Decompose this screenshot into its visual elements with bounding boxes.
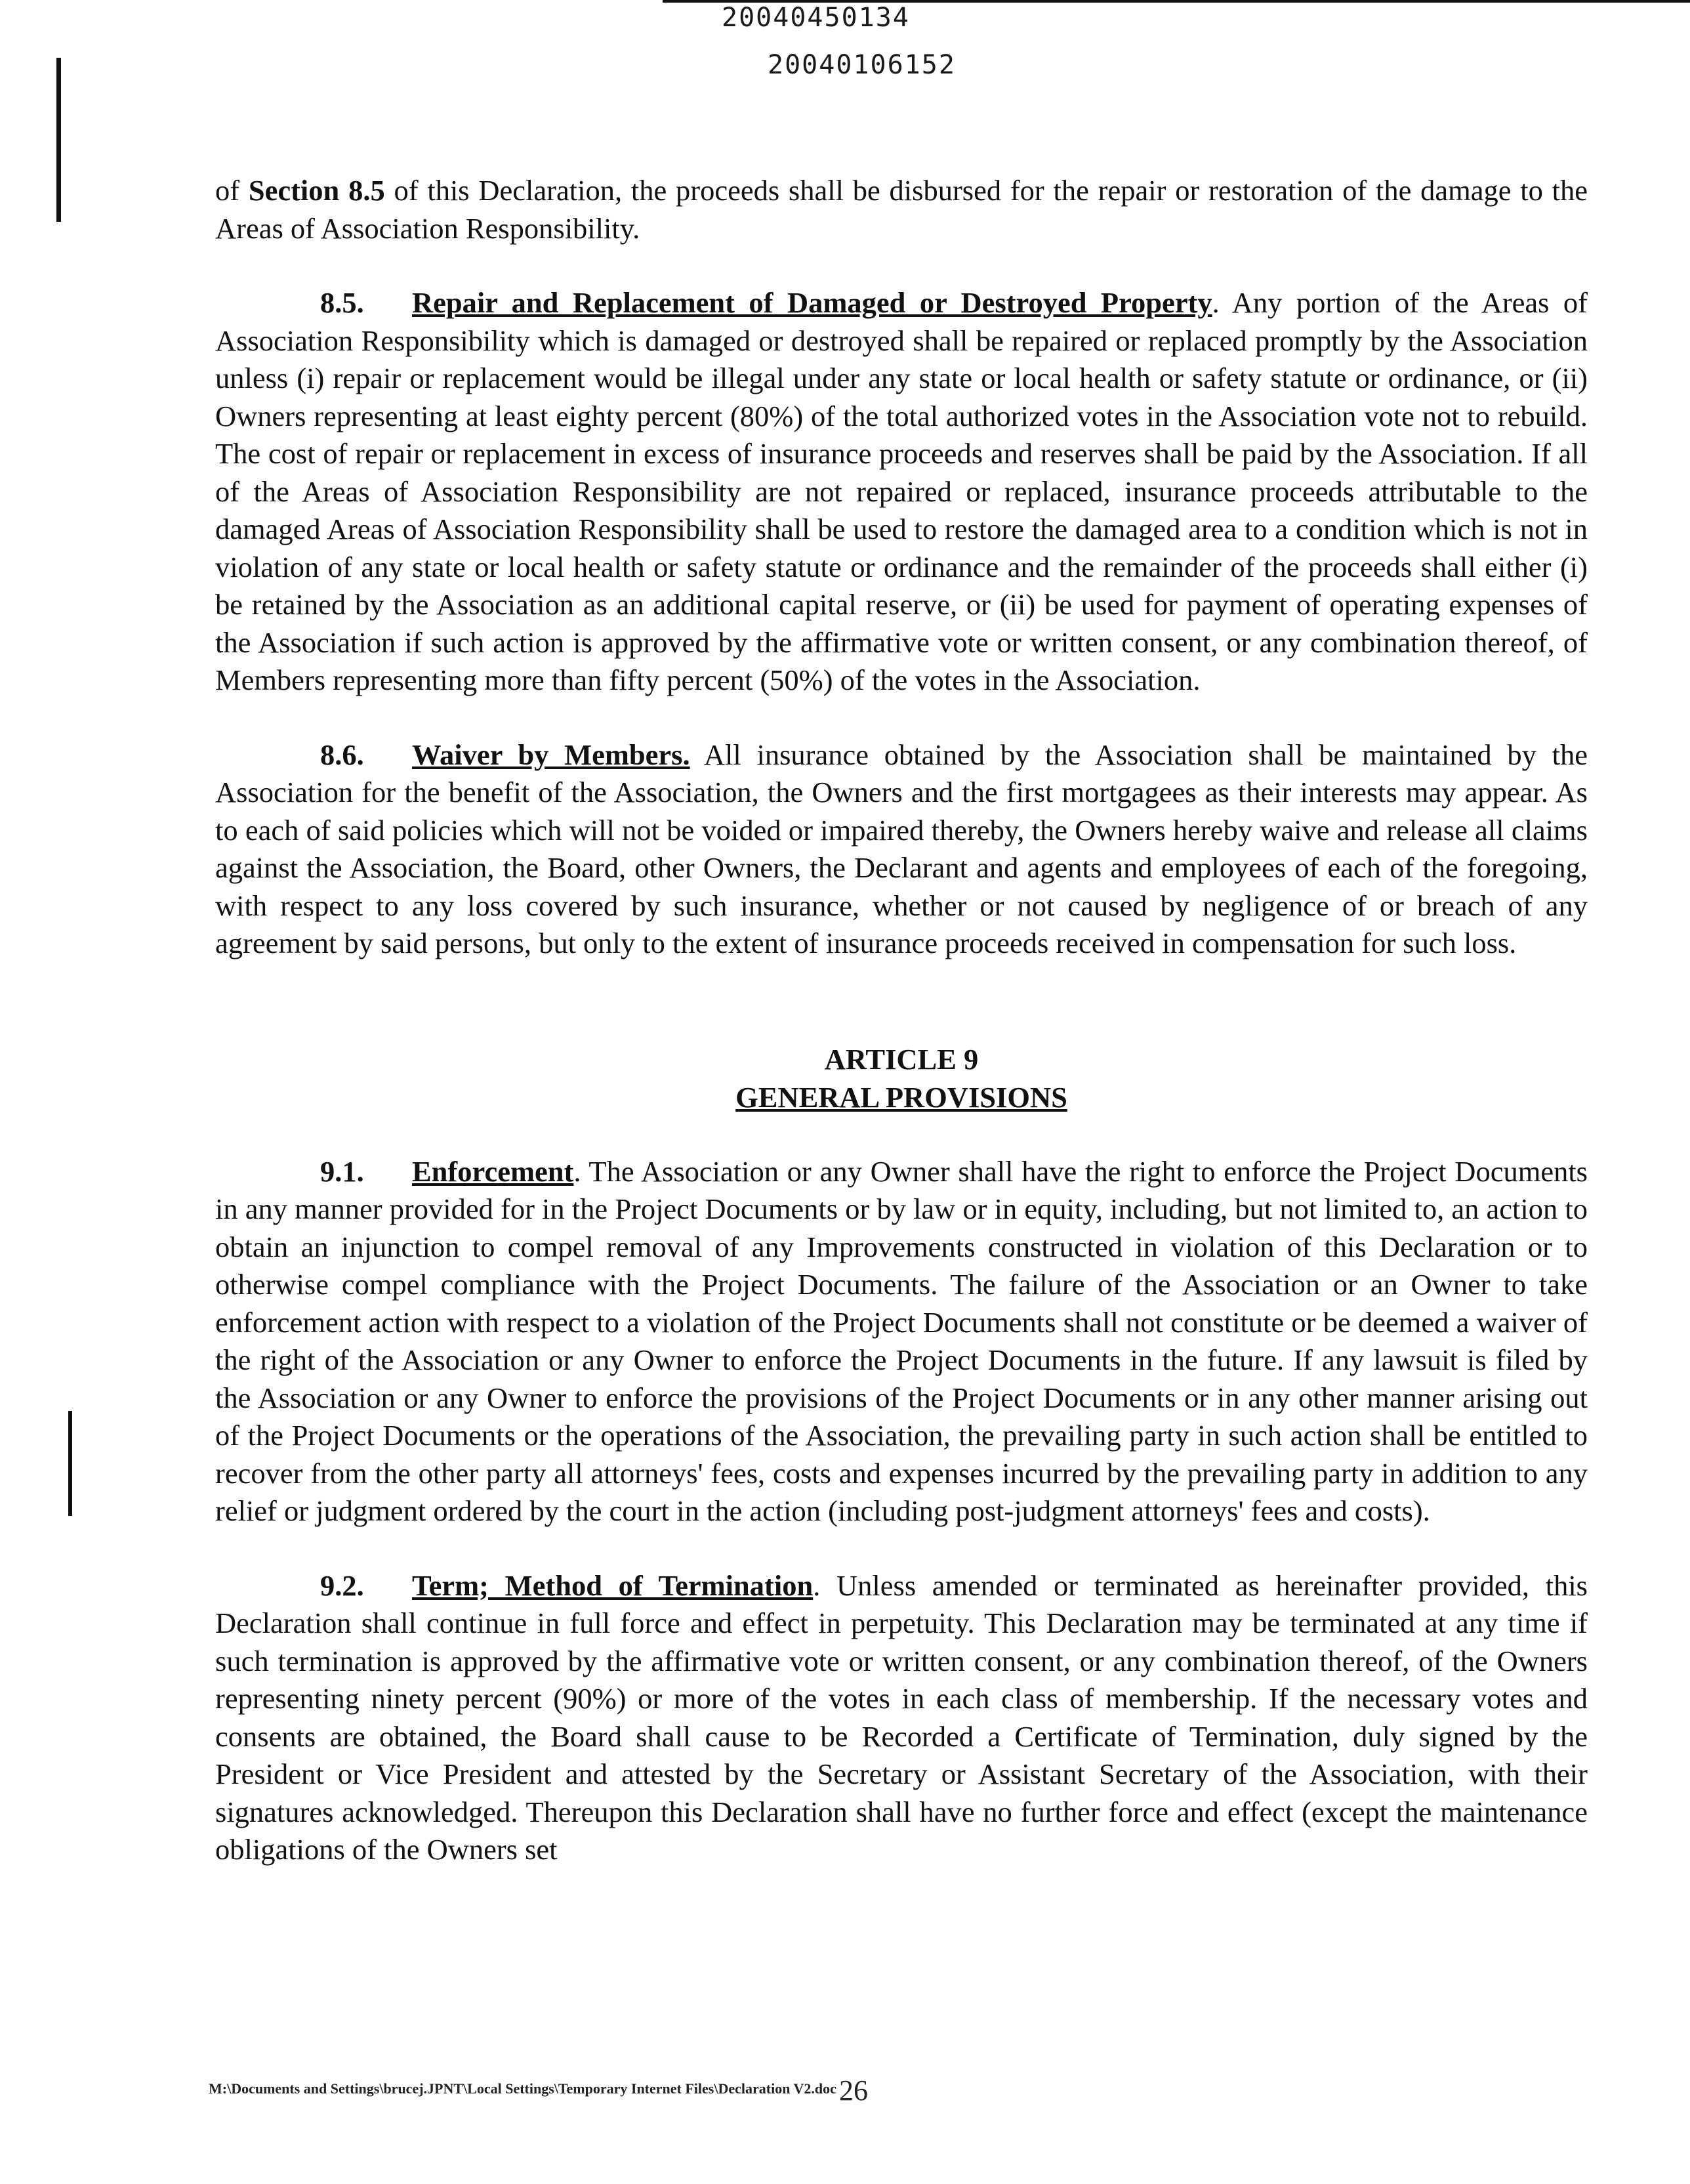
- section-8-6: [215, 736, 1588, 963]
- article-title: GENERAL PROVISIONS: [735, 1080, 1067, 1114]
- section-number: 9.2.: [320, 1568, 364, 1602]
- recording-number-stamp: 20040106152: [768, 50, 956, 80]
- article-heading-block: [215, 1040, 1588, 1116]
- scan-margin-mark: [68, 1411, 72, 1516]
- section-number: 8.5.: [320, 286, 364, 319]
- section-title: Repair and Replacement of Damaged or Destroyed Property: [412, 286, 1212, 319]
- article-label: ARTICLE 9: [824, 1042, 979, 1076]
- section-number: 8.6.: [320, 738, 364, 771]
- section-title: Waiver by Members.: [412, 738, 690, 771]
- section-body: All insurance obtained by the Association shall be maintained by the Association for the benefit of the Association, the Owners and the first mortgagees as their interests may appear. As to each of said policies which will not be voided or impaired thereby, the Owners hereby waive and release all claims against the Association, the Board, other Owners, the Declarant and agents and employees of each of the foregoing, with respect to any loss covered by such insurance, whether or not caused by negligence of or breach of any agreement by said persons, but only to the extent of insurance proceeds received in compensation for such loss.: [215, 738, 1588, 959]
- section-9-2: [215, 1567, 1588, 1869]
- section-8-5: [215, 284, 1588, 700]
- section-body: . Unless amended or terminated as hereinafter provided, this Declaration shall continue in full force and effect in perpetuity. This Declaration may be terminated at any time if such termination is approved by the affirmative vote or written consent, or any combination thereof, of the Owners representing ninety percent (90%) or more of the votes in each class of membership. If the necessary votes and consents are obtained, the Board shall cause to be Recorded a Certificate of Termination, duly signed by the President or Vice President and attested by the Secretary or Assistant Secretary of the Association, with their signatures acknowledged. Thereupon this Declaration shall have no further force and effect (except the maintenance obligations of the Owners set: [215, 1568, 1588, 1866]
- section-body: . The Association or any Owner shall have the right to enforce the Project Documents in any manner provided for in the Project Documents or by law or in equity, including, but not limited to, an action to obtain an injunction to compel removal of any Improvements constructed in violation of this Declaration or to otherwise compel compliance with the Project Documents. The failure of the Association or an Owner to take enforcement action with respect to a violation of the Project Documents shall not constitute or be deemed a waiver of the right of the Association or any Owner to enforce the Project Documents in the future. If any lawsuit is filed by the Association or any Owner to enforce the provisions of the Project Documents or in any other manner arising out of the Project Documents or the operations of the Association, the prevailing party in such action shall be entitled to recover from the other party all attorneys' fees, costs and expenses incurred by the prevailing party in addition to any relief or judgment ordered by the court in the action (including post-judgment attorneys' fees and costs).: [215, 1154, 1588, 1527]
- file-path: M:\Documents and Settings\brucej.JPNT\Local Settings\Temporary Internet Files\Declaration V2.doc: [209, 2080, 836, 2097]
- section-reference: Section 8.5: [248, 174, 385, 207]
- section-number: 9.1.: [320, 1154, 364, 1188]
- section-9-1: [215, 1153, 1588, 1530]
- section-title: Enforcement: [412, 1154, 574, 1188]
- continuation-paragraph: of Section 8.5 of this Declaration, the proceeds shall be disbursed for the repair or restoration of the damage to the Areas of Association Responsibility.: [215, 174, 1588, 245]
- recording-number-stamp: 20040450134: [722, 3, 910, 33]
- document-page: [215, 172, 1588, 1906]
- scan-margin-mark: [56, 58, 61, 222]
- page-number: 26: [838, 2074, 868, 2107]
- page-footer: [209, 2067, 868, 2107]
- section-title: Term; Method of Termination: [412, 1568, 814, 1602]
- section-body: . Any portion of the Areas of Association Responsibility which is damaged or destroyed shall be repaired or replaced promptly by the Association unless (i) repair or replacement would be illegal under any state or local health or safety statute or ordinance, or (ii) Owners representing at least eighty percent (80%) of the total authorized votes in the Association vote not to rebuild. The cost of repair or replacement in excess of insurance proceeds and reserves shall be paid by the Association. If all of the Areas of Association Responsibility are not repaired or replaced, insurance proceeds attributable to the damaged Areas of Association Responsibility shall be used to restore the damaged area to a condition which is not in violation of any state or local health or safety statute or ordinance and the remainder of the proceeds shall either (i) be retained by the Association as an additional capital reserve, or (ii) be used for payment of operating expenses of the Association if such action is approved by the affirmative vote or written consent, or any combination thereof, of Members representing more than fifty percent (50%) of the votes in the Association.: [215, 286, 1588, 696]
